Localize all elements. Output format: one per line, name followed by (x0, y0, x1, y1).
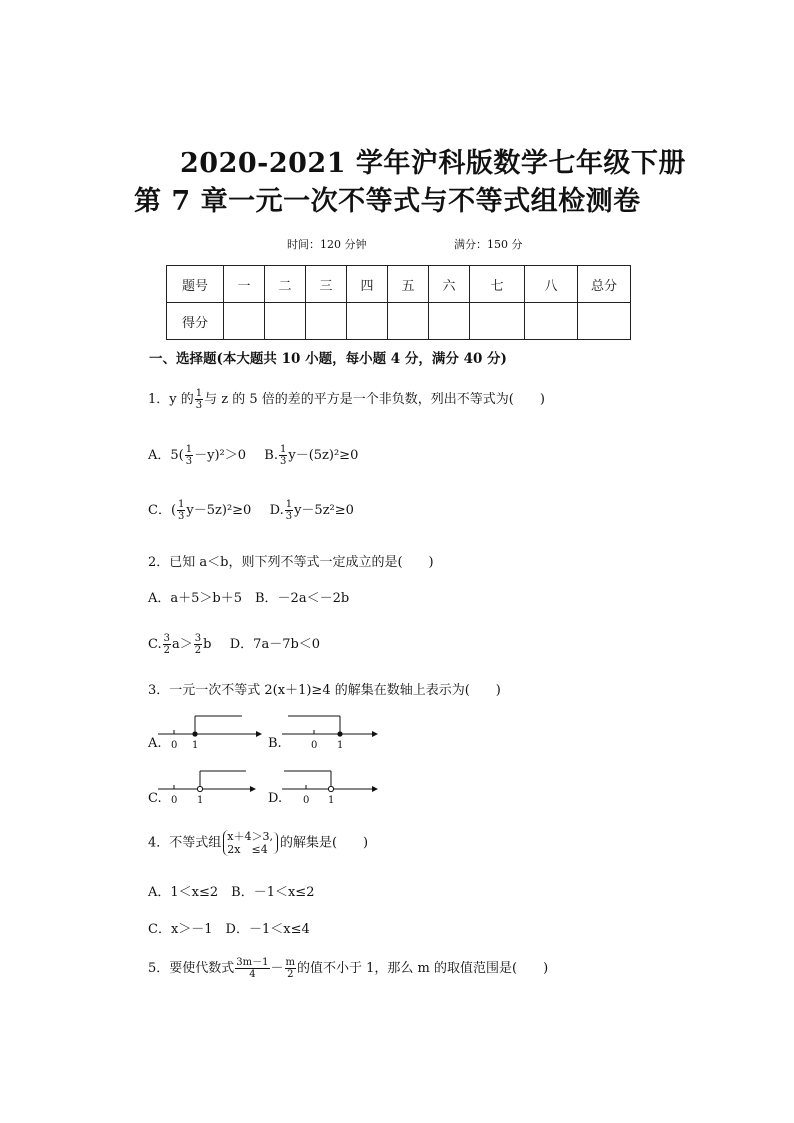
q4-system-close (273, 832, 278, 854)
q2-option-c-label: C. (148, 637, 162, 652)
q3-option-c-label: C. (148, 791, 162, 806)
score-header-cell: 三 (306, 266, 347, 303)
q4-text-pre: 4．不等式组 (148, 835, 222, 851)
q5-fraction-2 (285, 957, 296, 980)
q2-c-num1: 3 (163, 633, 170, 644)
q3-option-b-number-line (282, 712, 392, 752)
score-header-cell: 七 (470, 266, 525, 303)
tick-label-1: 1 (197, 795, 204, 806)
score-input-cell[interactable] (578, 303, 631, 340)
question-2-options-cd (148, 633, 320, 656)
question-1-options-cd (148, 499, 354, 522)
tick-label-1: 1 (337, 740, 344, 751)
q2-c-den2: 2 (194, 645, 202, 656)
score-input-cell[interactable] (470, 303, 525, 340)
full-score: 满分：150 分 (454, 238, 523, 251)
q5-den1: 4 (249, 969, 256, 980)
axis-arrow (250, 786, 256, 792)
closed-point (192, 731, 197, 736)
q5-minus: － (270, 961, 284, 976)
q1-frac-den: 3 (195, 400, 203, 411)
time-limit: 时间：120 分钟 (287, 238, 367, 251)
question-5-stem (148, 957, 548, 980)
q5-text-pre: 5．要使代数式 (148, 961, 235, 976)
score-header-cell: 二 (265, 266, 306, 303)
score-header-cell: 八 (525, 266, 578, 303)
question-2-stem: 2．已知 a＜b，则下列不等式一定成立的是( ) (148, 555, 434, 570)
q1-option-d-label: D. (269, 503, 284, 518)
q1-c-den: 3 (178, 511, 185, 522)
q5-num1: 3m－1 (236, 957, 269, 968)
q4-inequality-system (223, 830, 273, 856)
q1-option-d-text: y－5z²≥0 (294, 503, 354, 518)
q1-d-num: 1 (285, 499, 293, 510)
title-line-2: 第 7 章一元一次不等式与不等式组检测卷 (134, 186, 641, 217)
q2-option-c-mid: a＞ (172, 637, 193, 652)
q1-b-den: 3 (279, 456, 287, 467)
q1-a-num: 1 (185, 444, 193, 455)
score-input-cell[interactable] (429, 303, 470, 340)
q3-option-a-label: A. (148, 736, 162, 751)
q1-c-num: 1 (178, 499, 185, 510)
score-input-cell[interactable] (265, 303, 306, 340)
question-2-options-ab: A．a＋5＞b＋5 B．－2a＜－2b (148, 591, 350, 606)
axis-arrow (372, 731, 378, 737)
tick-label-1: 1 (192, 740, 199, 751)
q4-text-post: 的解集是( ) (279, 835, 369, 851)
q3-option-d-label: D. (268, 791, 283, 806)
q1-text-post: 与 z 的 5 倍的差的平方是一个非负数，列出不等式为( ) (204, 392, 545, 407)
q5-fraction-1 (235, 957, 269, 980)
q1-b-num: 1 (279, 444, 287, 455)
tick-label-1: 1 (328, 795, 335, 806)
q1-option-b-text: y－(5z)²≥0 (288, 448, 359, 463)
question-1-options-ab (148, 444, 358, 467)
score-input-cell[interactable] (347, 303, 388, 340)
q1-fraction (195, 388, 203, 411)
q2-option-c-post: b (203, 637, 212, 652)
score-table (166, 265, 631, 340)
axis-arrow (372, 786, 378, 792)
question-3-stem: 3．一元一次不等式 2(x＋1)≥4 的解集在数轴上表示为( ) (148, 683, 501, 698)
score-header-cell: 题号 (167, 266, 224, 303)
q1-option-a-fraction (185, 444, 193, 467)
q1-option-b-label: B. (264, 448, 278, 463)
q3-option-d-number-line (282, 767, 392, 807)
q1-option-c-text: y－5z)²≥0 (186, 503, 252, 518)
section-1-heading: 一、选择题(本大题共 10 小题，每小题 4 分，满分 40 分) (149, 351, 507, 367)
score-header-cell: 四 (347, 266, 388, 303)
score-input-cell[interactable] (525, 303, 578, 340)
score-table-header-row (167, 266, 631, 303)
tick-label-0: 0 (171, 795, 178, 806)
score-input-cell[interactable] (388, 303, 429, 340)
question-4-options-cd: C．x＞－1 D．－1＜x≤4 (148, 922, 310, 937)
score-header-cell: 六 (429, 266, 470, 303)
q5-text-post: 的值不小于 1，那么 m 的取值范围是( ) (297, 961, 549, 976)
q1-option-d-fraction (285, 499, 293, 522)
q1-text-pre: 1．y 的 (148, 392, 194, 407)
question-4-options-ab: A．1＜x≤2 B．－1＜x≤2 (148, 885, 315, 900)
question-1-stem (148, 388, 545, 411)
q4-system-line-1: x＋4＞3, (227, 830, 273, 843)
q5-den2: 2 (287, 969, 294, 980)
q2-option-c-fraction-1 (163, 633, 171, 656)
q3-option-c-number-line (158, 767, 268, 807)
q2-option-d: D．7a－7b＜0 (229, 637, 321, 652)
score-header-cell: 一 (224, 266, 265, 303)
q5-num2: m (285, 957, 295, 968)
tick-label-0: 0 (171, 740, 178, 751)
axis-arrow (256, 731, 262, 737)
q1-d-den: 3 (285, 511, 293, 522)
q4-system-line-2: 2x ≤4 (227, 843, 268, 856)
q3-option-b-label: B. (268, 736, 282, 751)
score-table-score-row (167, 303, 631, 340)
question-4-stem (148, 830, 368, 856)
score-header-cell: 五 (388, 266, 429, 303)
q3-option-a-number-line (158, 712, 268, 752)
title-line-1: 2020-2021 学年沪科版数学七年级下册 (180, 148, 686, 179)
open-point (197, 786, 202, 791)
q1-option-b-fraction (279, 444, 287, 467)
score-input-cell[interactable] (224, 303, 265, 340)
q1-option-c-fraction (177, 499, 185, 522)
q1-frac-num: 1 (195, 388, 203, 399)
q1-a-den: 3 (185, 456, 193, 467)
score-input-cell[interactable] (306, 303, 347, 340)
q1-option-a-text: －y)²＞0 (194, 448, 247, 463)
tick-label-0: 0 (303, 795, 310, 806)
q1-option-a-label: A．5( (148, 448, 184, 463)
tick-label-0: 0 (311, 740, 318, 751)
q2-option-c-fraction-2 (194, 633, 202, 656)
q2-c-den1: 2 (163, 645, 170, 656)
q1-option-c-label: C．( (148, 503, 177, 518)
q2-c-num2: 3 (194, 633, 202, 644)
closed-point (337, 731, 342, 736)
open-point (328, 786, 333, 791)
score-row-label: 得分 (167, 303, 224, 340)
score-header-cell: 总分 (578, 266, 631, 303)
